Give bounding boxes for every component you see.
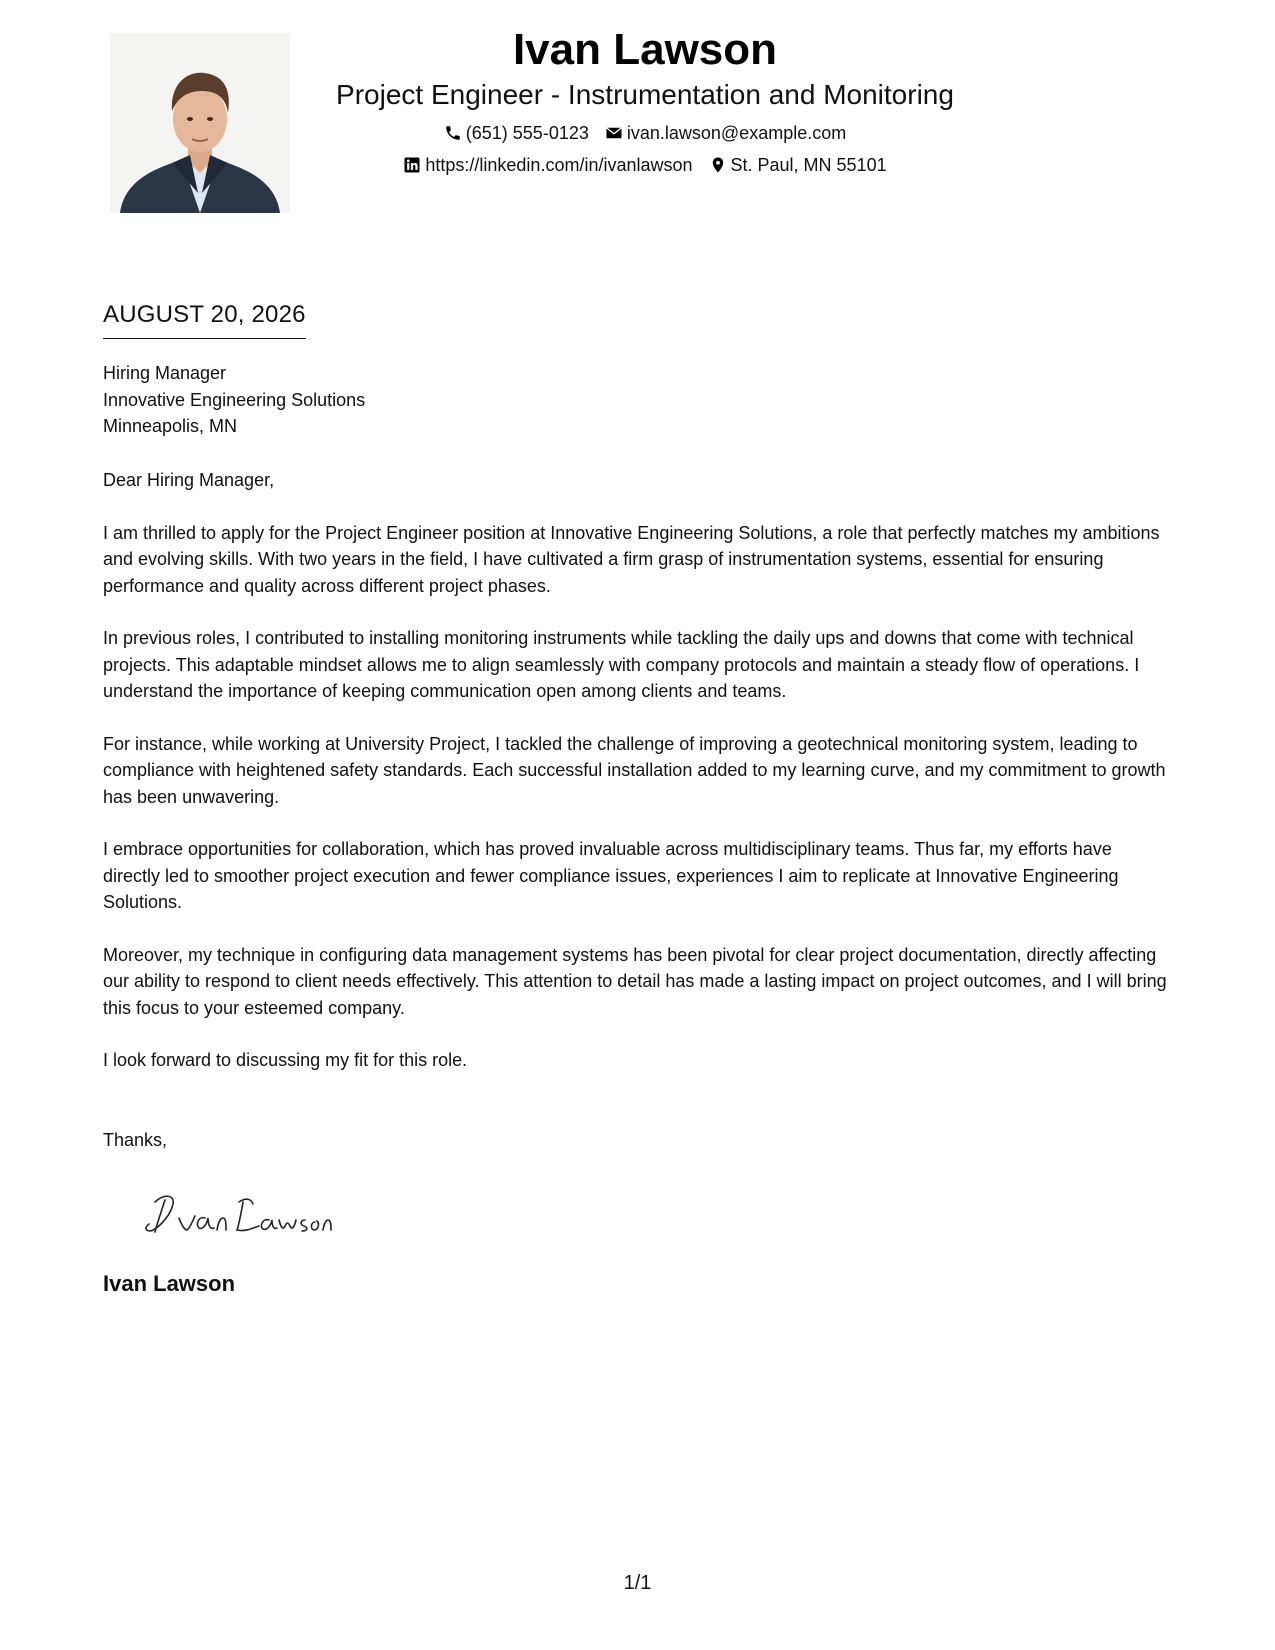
email-text: ivan.lawson@example.com: [626, 123, 847, 143]
linkedin-icon: [403, 156, 421, 174]
page-number: 1/1: [623, 1572, 652, 1594]
profile-photo: [110, 33, 290, 213]
closing-line: Thanks,: [103, 1130, 168, 1150]
body-paragraph-4: I embrace opportunities for collaboration, which has proved invaluable across multidisciplinary teams. Thus far, my efforts have directly led to smoother project execution and fewer compliance issues, experiences I aim to replicate at Innovative Engineering Solutions.: [103, 839, 1119, 912]
contact-email[interactable]: [605, 122, 846, 144]
handwritten-signature: [135, 1180, 335, 1250]
body-paragraph-6: I look forward to discussing my fit for this role.: [103, 1050, 468, 1070]
applicant-name: Ivan Lawson: [512, 25, 778, 74]
envelope-icon: [605, 124, 623, 142]
letter-body: [103, 467, 1173, 1100]
body-paragraph-3: For instance, while working at University Project, I tackled the challenge of improving a geotechnical monitoring system, leading to compliance with heightened safety standards. Each successful installation added to my learning curve, and my commitment to growth has been unwavering.: [103, 733, 1166, 807]
linkedin-text: https://linkedin.com/in/ivanlawson: [425, 155, 693, 175]
signer-name: Ivan Lawson: [103, 1271, 236, 1296]
contact-row-1: [300, 122, 990, 144]
map-pin-icon: [709, 156, 727, 174]
body-paragraph-5: Moreover, my technique in configuring data management systems has been pivotal for clear project documentation, directly affecting our ability to respond to client needs effectively. This attention to detail has made a lasting impact on project outcomes, and I will bring this focus to your esteemed company.: [103, 944, 1167, 1018]
phone-icon: [444, 124, 462, 142]
contact-linkedin[interactable]: [403, 154, 692, 176]
phone-text: (651) 555-0123: [465, 123, 589, 143]
recipient-location: Minneapolis, MN: [103, 416, 238, 436]
contact-phone: [444, 122, 589, 144]
salutation: Dear Hiring Manager,: [103, 470, 275, 490]
body-paragraph-2: In previous roles, I contributed to installing monitoring instruments while tackling the daily ups and downs that come with technical projects. This adaptable mindset allows me to align seamlessly with company protocols and maintain a steady flow of operations. I understand the importance of keeping communication open among clients and teams.: [103, 628, 1140, 701]
recipient-title: Hiring Manager: [103, 363, 227, 383]
recipient-block: [103, 360, 365, 440]
applicant-role: Project Engineer - Instrumentation and Monitoring: [336, 79, 954, 110]
letter-date: AUGUST 20, 2026: [103, 299, 306, 339]
body-paragraph-1: I am thrilled to apply for the Project Engineer position at Innovative Engineering Solutions, a role that perfectly matches my ambitions and evolving skills. With two years in the field, I have cultivated a firm grasp of instrumentation systems, essential for ensuring performance and quality across different project phases.: [103, 522, 1160, 596]
contact-row-2: [300, 154, 990, 176]
location-text: St. Paul, MN 55101: [730, 155, 887, 175]
letter-header: [300, 22, 990, 176]
contact-location: [709, 154, 887, 176]
recipient-company: Innovative Engineering Solutions: [103, 389, 366, 410]
